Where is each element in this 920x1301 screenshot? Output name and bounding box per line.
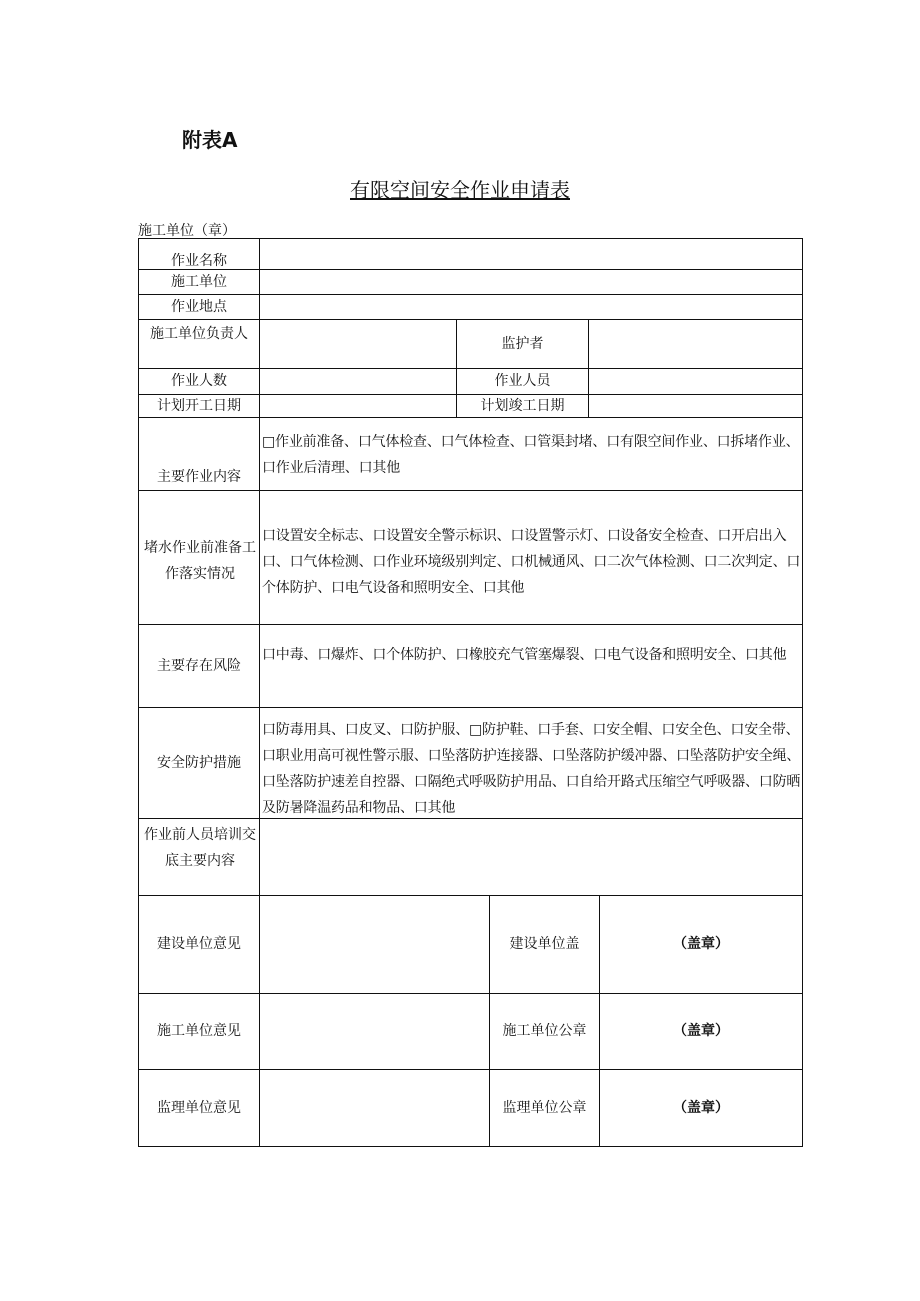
main-content-label: 主要作业内容 — [157, 468, 241, 485]
page-title: 有限空间安全作业申请表 — [350, 178, 570, 202]
supervisor-seal-placeholder: （盖章） — [673, 1099, 729, 1116]
application-form-table — [138, 238, 803, 1147]
risk-label: 主要存在风险 — [157, 657, 241, 674]
supervisor-opinion-label: 监理单位意见 — [157, 1099, 241, 1116]
planned-end-label: 计划竣工日期 — [480, 397, 565, 414]
appendix-label: 附表A — [182, 128, 238, 152]
main-content-text: □作业前准备、口气体检查、口气体检查、口管渠封堵、口有限空间作业、口拆堵作业、口作业后清理、口其他 — [262, 434, 800, 476]
preparation-label: 堵水作业前准备工作落实情况 — [144, 540, 256, 582]
owner-opinion-label: 建设单位意见 — [157, 936, 241, 953]
job-name-label: 作业名称 — [171, 252, 227, 269]
risk-text: 口中毒、口爆炸、口个体防护、口橡胶充气管塞爆裂、口电气设备和照明安全、口其他 — [262, 647, 787, 663]
owner-seal-placeholder: （盖章） — [673, 936, 729, 953]
planned-start-label: 计划开工日期 — [157, 397, 241, 414]
supervisor-seal-label: 监理单位公章 — [502, 1099, 587, 1116]
contractor-opinion-label: 施工单位意见 — [157, 1023, 241, 1040]
worker-count-label: 作业人数 — [171, 373, 227, 390]
unit-seal-label: 施工单位（章） — [138, 223, 236, 239]
contractor-seal-placeholder: （盖章） — [673, 1023, 729, 1040]
owner-seal-label: 建设单位盖 — [509, 936, 580, 953]
job-site-label: 作业地点 — [171, 298, 227, 315]
unit-leader-label: 施工单位负责人 — [150, 325, 248, 342]
measures-text: 口防毒用具、口皮叉、口防护服、□防护鞋、口手套、口安全帽、口安全色、口安全带、口职业用高可视性警示服、口坠落防护连接器、口坠落防护缓冲器、口坠落防护安全绳、口坠落防护速差自控器、口隔绝式呼吸防护用品、口自给开路式压缩空气呼吸器、口防晒及防暑降温药品和物品、口其他 — [262, 722, 801, 816]
construction-unit-label: 施工单位 — [171, 273, 227, 290]
training-label: 作业前人员培训交底主要内容 — [144, 827, 256, 869]
measures-label: 安全防护措施 — [157, 754, 241, 771]
workers-label: 作业人员 — [494, 373, 551, 390]
contractor-seal-label: 施工单位公章 — [502, 1023, 587, 1040]
guardian-label: 监护者 — [501, 335, 544, 352]
preparation-text: 口设置安全标志、口设置安全警示标识、口设置警示灯、口设备安全检查、口开启出入口、口气体检测、口作业环境级别判定、口机械通风、口二次气体检测、口二次判定、口个体防护、口电气设备和照明安全、口其他 — [262, 528, 801, 596]
